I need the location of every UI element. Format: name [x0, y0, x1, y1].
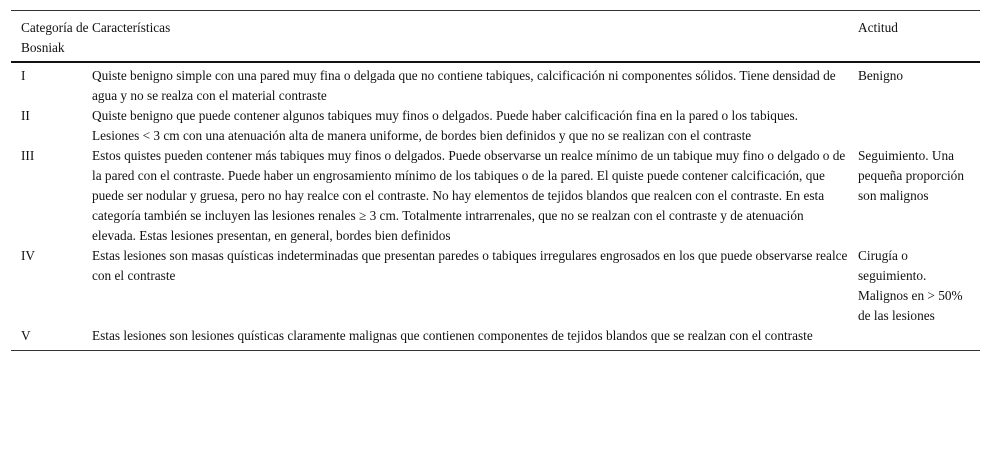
row-features-text: Quiste benigno simple con una pared muy fina o delgada que no contiene tabiques, calcificación ni componentes sólidos. Tiene densidad de agua y no se realza con el material contraste	[92, 68, 836, 103]
header-category: Categoría de Bosniak	[21, 20, 89, 55]
row-category: I	[21, 68, 26, 83]
row-features-text: Estos quistes pueden contener más tabiques muy finos o delgados. Puede observarse un realce mínimo de un tabique muy fino o delgado o de la pared con el contraste. Puede haber un engrosamiento mínimo de los tabiques o de la pared. El quiste puede contener calcificación, que puede ser nodular y gruesa, pero no hay realce con el contraste. No hay elementos de tejidos blandos que realcen con el contraste. En esta categoría también se incluyen las lesiones renales ≥ 3 cm. Totalmente intrarrenales, que no se realzan con el contraste y de atenuación elevada. Estas lesiones presentan, en general, bordes bien definidos	[92, 148, 846, 243]
row-features	[92, 66, 858, 106]
row-category: IV	[21, 248, 36, 263]
row-category: V	[21, 328, 31, 343]
table-row	[11, 246, 980, 326]
table-row	[11, 106, 980, 146]
row-attitude: Benigno	[858, 68, 904, 83]
row-features-text: Quiste benigno que puede contener algunos tabiques muy finos o delgados. Puede haber calcificación fina en la pared o los tabiques. Lesiones < 3 cm con una atenuación alta de manera uniforme, de bordes bien definidos y que no se realizan con el contraste	[92, 108, 798, 143]
table-row	[11, 146, 980, 246]
row-features	[92, 246, 858, 286]
row-attitude: Cirugía o seguimiento. Malignos en > 50% de las lesiones	[858, 248, 963, 323]
row-features-text: Estas lesiones son masas quísticas indeterminadas que presentan paredes o tabiques irregulares engrosados en los que puede observarse realce con el contraste	[92, 248, 848, 283]
row-features	[92, 326, 858, 346]
row-category: II	[21, 108, 30, 123]
row-attitude: Seguimiento. Una pequeña proporción son malignos	[858, 148, 964, 203]
table-body	[11, 63, 980, 350]
row-features-text: Estas lesiones son lesiones quísticas claramente malignas que contienen componentes de tejidos blandos que se realzan con el contraste	[92, 328, 813, 343]
table-header-row	[11, 11, 980, 63]
bosniak-classification-table	[11, 10, 980, 351]
header-features: Características	[92, 20, 171, 35]
row-features	[92, 146, 858, 246]
header-attitude: Actitud	[858, 20, 898, 35]
row-category: III	[21, 148, 35, 163]
table-row	[11, 326, 980, 346]
table-row	[11, 66, 980, 106]
row-features	[92, 106, 858, 146]
